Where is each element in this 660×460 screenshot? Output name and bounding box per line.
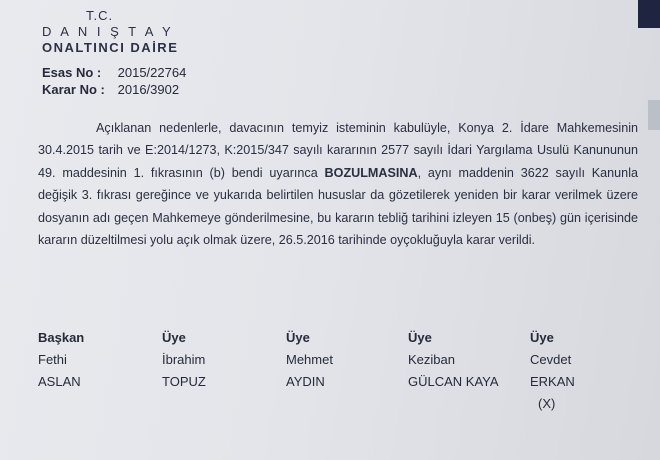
signature-first-name: Keziban — [408, 352, 455, 367]
signature-first-name: Mehmet — [286, 352, 333, 367]
header-department: ONALTINCI DAİRE — [42, 40, 179, 55]
esas-row — [42, 64, 186, 81]
decision-emphasis: BOZULMASINA — [324, 165, 418, 180]
signature-member-3 — [408, 327, 499, 393]
document-header — [42, 8, 178, 56]
signature-last-name: TOPUZ — [162, 374, 206, 389]
background-object-edge — [648, 100, 660, 130]
signature-last-name: GÜLCAN KAYA — [408, 374, 499, 389]
signature-title: Üye — [530, 330, 554, 345]
signature-title: Üye — [408, 330, 432, 345]
signature-first-name: Cevdet — [530, 352, 572, 367]
signature-title: Başkan — [38, 330, 85, 345]
signature-last-name: ERKAN — [530, 374, 575, 389]
signature-title: Üye — [286, 330, 310, 345]
signature-title: Üye — [162, 330, 186, 345]
decision-text-part2: , aynı maddenin 3622 sayılı Kanunla değişik 3. fıkrası gereğince ve yukarıda belirtilen hususlar da gözetilerek yeniden bir karar verilmek üzere dosyanın adı geçen Mahkemeye gönderilmesine, bu kararın tebliğ tarihini izleyen 15 (onbeş) gün içerisinde kararın düzeltilmesi yolu açık olmak üzere, 26.5.2016 tarihinde oyçokluğuyla karar verildi. — [38, 165, 638, 248]
decision-text-part1: Açıklanan nedenlerle, davacının temyiz isteminin kabulüyle, Konya 2. İdare Mahkemesinin 30.4.2015 tarih ve E:2014/1273, K:2015/347 sayılı kararının 2577 sayılı İdari Yargılama Usulü Kanununun 49. maddesinin 1. fıkrasının (b) bendi uyarınca — [38, 121, 638, 180]
decision-paragraph — [38, 117, 638, 251]
signature-last-name: AYDIN — [286, 374, 325, 389]
dissent-mark: (X) — [538, 396, 556, 411]
header-tc: T.C. — [86, 8, 114, 23]
background-object-corner — [638, 0, 660, 28]
esas-value: 2015/22764 — [117, 65, 187, 80]
karar-value: 2016/3902 — [117, 82, 180, 97]
karar-row — [42, 81, 186, 98]
esas-label: Esas No : — [42, 65, 102, 80]
signature-last-name: ASLAN — [38, 374, 81, 389]
karar-label: Karar No : — [42, 82, 105, 97]
signature-member-2 — [286, 327, 333, 393]
signature-first-name: Fethi — [38, 352, 67, 367]
signature-first-name: İbrahim — [162, 352, 206, 367]
decision-text — [38, 117, 638, 251]
header-institution: D A N I Ş T A Y — [42, 24, 174, 39]
signature-president — [38, 327, 84, 393]
signature-member-1 — [162, 327, 206, 393]
case-numbers — [42, 64, 186, 98]
signature-member-4 — [530, 327, 575, 415]
